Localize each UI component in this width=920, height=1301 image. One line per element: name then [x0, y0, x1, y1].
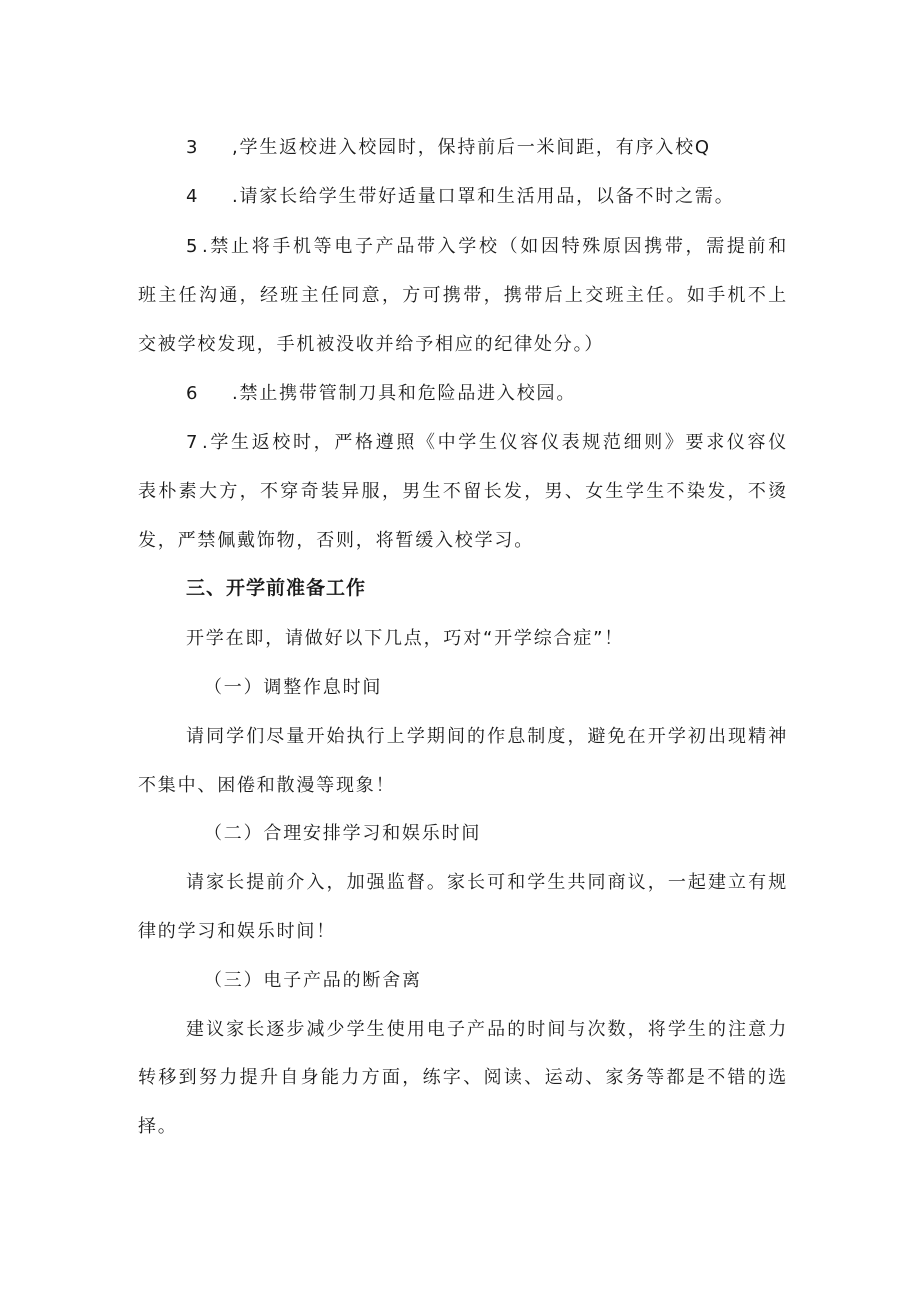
list-item — [186, 235, 788, 259]
item-text: .禁止将手机等电子产品带入学校（如因特殊原因携带，需提前和 — [202, 236, 788, 257]
list-item — [186, 382, 606, 406]
item-text: ,学生返校进入校园时，保持前后一米间距，有序入校Q — [232, 137, 711, 158]
subsection-title: （一）调整作息时间 — [204, 677, 383, 698]
item-number: 7 — [186, 432, 198, 453]
section-heading: 三、开学前准备工作 — [186, 577, 367, 599]
paragraph-line: 律的学习和娱乐时间！ — [138, 921, 336, 942]
item-number: 3 — [186, 137, 198, 158]
paragraph-line: 建议家长逐步减少学生使用电子产品的时间与次数，将学生的注意力 — [186, 1019, 788, 1040]
paragraph-line: 表朴素大方，不穿奇装异服，男生不留长发，男、女生学生不染发，不烫 — [138, 481, 788, 502]
item-number: 6 — [186, 383, 198, 404]
paragraph-line: 转移到努力提升自身能力方面，练字、阅读、运动、家务等都是不错的选 — [138, 1067, 788, 1088]
paragraph-line: 请同学们尽量开始执行上学期间的作息制度，避免在开学初出现精神 — [186, 726, 788, 747]
item-text: .请家长给学生带好适量口罩和生活用品，以备不时之需。 — [232, 186, 735, 207]
paragraph-line: 班主任沟通，经班主任同意，方可携带，携带后上交班主任。如手机不上 — [138, 285, 788, 306]
paragraph-line: 发，严禁佩戴饰物，否则，将暂缓入校学习。 — [138, 530, 534, 551]
subsection-title: （三）电子产品的断舍离 — [204, 970, 422, 991]
item-text: .学生返校时，严格遵照《中学生仪容仪表规范细则》要求仪容仪 — [202, 432, 788, 453]
intro-paragraph: 开学在即，请做好以下几点，巧对“开学综合症”！ — [186, 628, 625, 649]
paragraph-line: 不集中、困倦和散漫等现象！ — [138, 775, 396, 796]
list-item — [186, 185, 766, 209]
item-number: 5 — [186, 236, 198, 257]
subsection-title: （二）合理安排学习和娱乐时间 — [204, 823, 482, 844]
paragraph-line: 请家长提前介入，加强监督。家长可和学生共同商议，一起建立有规 — [186, 872, 788, 893]
paragraph-line: 交被学校发现，手机被没收并给予相应的纪律处分。） — [138, 334, 605, 355]
item-text: .禁止携带管制刀具和危险品进入校园。 — [232, 383, 577, 404]
item-number: 4 — [186, 186, 198, 207]
list-item — [186, 136, 746, 160]
list-item — [186, 431, 788, 455]
paragraph-line: 择。 — [138, 1116, 178, 1137]
